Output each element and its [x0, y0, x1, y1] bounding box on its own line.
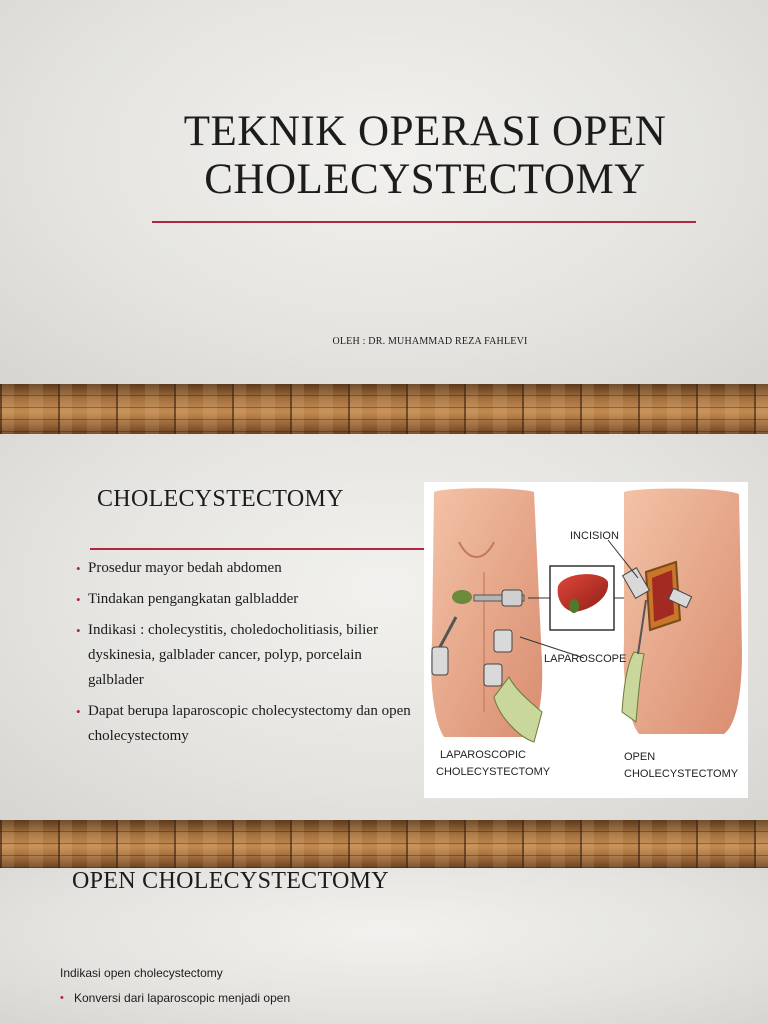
figure-label-incision: INCISION [570, 530, 619, 542]
open-surgery-torso [622, 488, 742, 734]
title-divider [90, 548, 426, 550]
wood-floor-divider [0, 820, 768, 868]
bullet-list [76, 556, 416, 755]
list-item [76, 699, 416, 749]
figure-label-open: OPEN [624, 751, 656, 763]
list-item [76, 587, 416, 612]
wood-floor-divider [0, 384, 768, 434]
figure-label-laparoscope: LAPAROSCOPE [544, 653, 627, 665]
list-item [76, 618, 416, 693]
slide-title: TEKNIK OPERASI OPEN CHOLECYSTECTOMY [183, 108, 667, 203]
slide-title: OPEN CHOLECYSTECTOMY [72, 868, 389, 894]
list-item [60, 988, 290, 1008]
figure-label-laparoscopic-sub: CHOLECYSTECTOMY [436, 766, 551, 778]
bullet-text: Prosedur mayor bedah abdomen [88, 560, 282, 576]
bullet-text: Tindakan pengangkatan galbladder [88, 591, 299, 607]
slide-subtitle: OLEH : DR. MUHAMMAD REZA FAHLEVI [332, 336, 528, 347]
slide-2 [0, 434, 768, 820]
slide-3 [0, 868, 768, 1024]
bullet-icon: • [76, 704, 81, 719]
bullet-text: Konversi dari laparoscopic menjadi open [74, 991, 291, 1005]
intro-text: Indikasi open cholecystectomy [60, 966, 223, 980]
liver-callout [528, 566, 636, 630]
bullet-icon: • [76, 592, 81, 607]
cholecystectomy-illustration [424, 482, 748, 798]
bullet-list [60, 988, 290, 1012]
slide-1 [0, 0, 768, 384]
bullet-icon: • [76, 623, 81, 638]
list-item [76, 556, 416, 581]
bullet-icon: • [76, 561, 81, 576]
bullet-text: Indikasi : cholecystitis, choledocholitiasis, bilier dyskinesia, galblader cancer, polyp, porcelain galblader [88, 622, 378, 688]
title-divider [152, 221, 696, 223]
slide-title: CHOLECYSTECTOMY [97, 486, 344, 512]
figure-label-open-sub: CHOLECYSTECTOMY [624, 768, 739, 780]
bullet-text: Dapat berupa laparoscopic cholecystectomy dan open cholecystectomy [88, 703, 411, 744]
bullet-icon: • [60, 992, 64, 1004]
figure-label-laparoscopic: LAPAROSCOPIC [440, 749, 526, 761]
